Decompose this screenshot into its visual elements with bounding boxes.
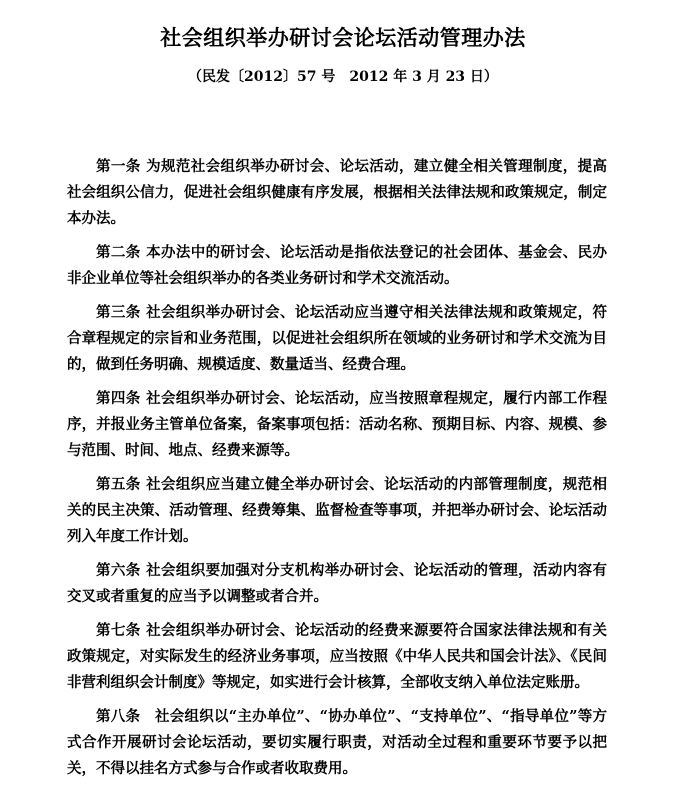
article-2: 第二条 本办法中的研讨会、论坛活动是指依法登记的社会团体、基金会、民办非企业单位等社会组织举办的各类业务研讨和学术交流活动。 [67, 244, 607, 287]
article-8: 第八条 社会组织以“主办单位”、“协办单位”、“支持单位”、“指导单位”等方式合作开展研讨会论坛活动，要切实履行职责，对活动全过程和重要环节要予以把关，不得以挂名方式参与合作或者收取费用。 [67, 708, 607, 777]
article-5: 第五条 社会组织应当建立健全举办研讨会、论坛活动的内部管理制度，规范相关的民主决策、活动管理、经费筹集、监督检查等事项，并把举办研讨会、论坛活动列入年度工作计划。 [67, 476, 607, 545]
document-title: 社会组织举办研讨会论坛活动管理办法 [160, 26, 526, 50]
document-subtitle: （民发〔2012〕57 号 2012 年 3 月 23 日） [188, 69, 498, 85]
article-1: 第一条 为规范社会组织举办研讨会、论坛活动，建立健全相关管理制度，提高社会组织公信力，促进社会组织健康有序发展，根据相关法律法规和政策规定，制定本办法。 [67, 158, 607, 227]
article-6: 第六条 社会组织要加强对分支机构举办研讨会、论坛活动的管理，活动内容有交叉或者重复的应当予以调整或者合并。 [67, 562, 607, 605]
article-4: 第四条 社会组织举办研讨会、论坛活动，应当按照章程规定，履行内部工作程序，并报业务主管单位备案，备案事项包括：活动名称、预期目标、内容、规模、参与范围、时间、地点、经费来源等。 [67, 390, 607, 459]
article-7: 第七条 社会组织举办研讨会、论坛活动的经费来源要符合国家法律法规和有关政策规定，对实际发生的经济业务事项，应当按照《中华人民共和国会计法》、《民间非营利组织会计制度》等规定，如实进行会计核算，全部收支纳入单位法定账册。 [67, 622, 607, 691]
article-3: 第三条 社会组织举办研讨会、论坛活动应当遵守相关法律法规和政策规定，符合章程规定的宗旨和业务范围，以促进社会组织所在领域的业务研讨和学术交流为目的，做到任务明确、规模适度、数量适当、经费合理。 [67, 304, 607, 373]
document-body [67, 154, 607, 790]
